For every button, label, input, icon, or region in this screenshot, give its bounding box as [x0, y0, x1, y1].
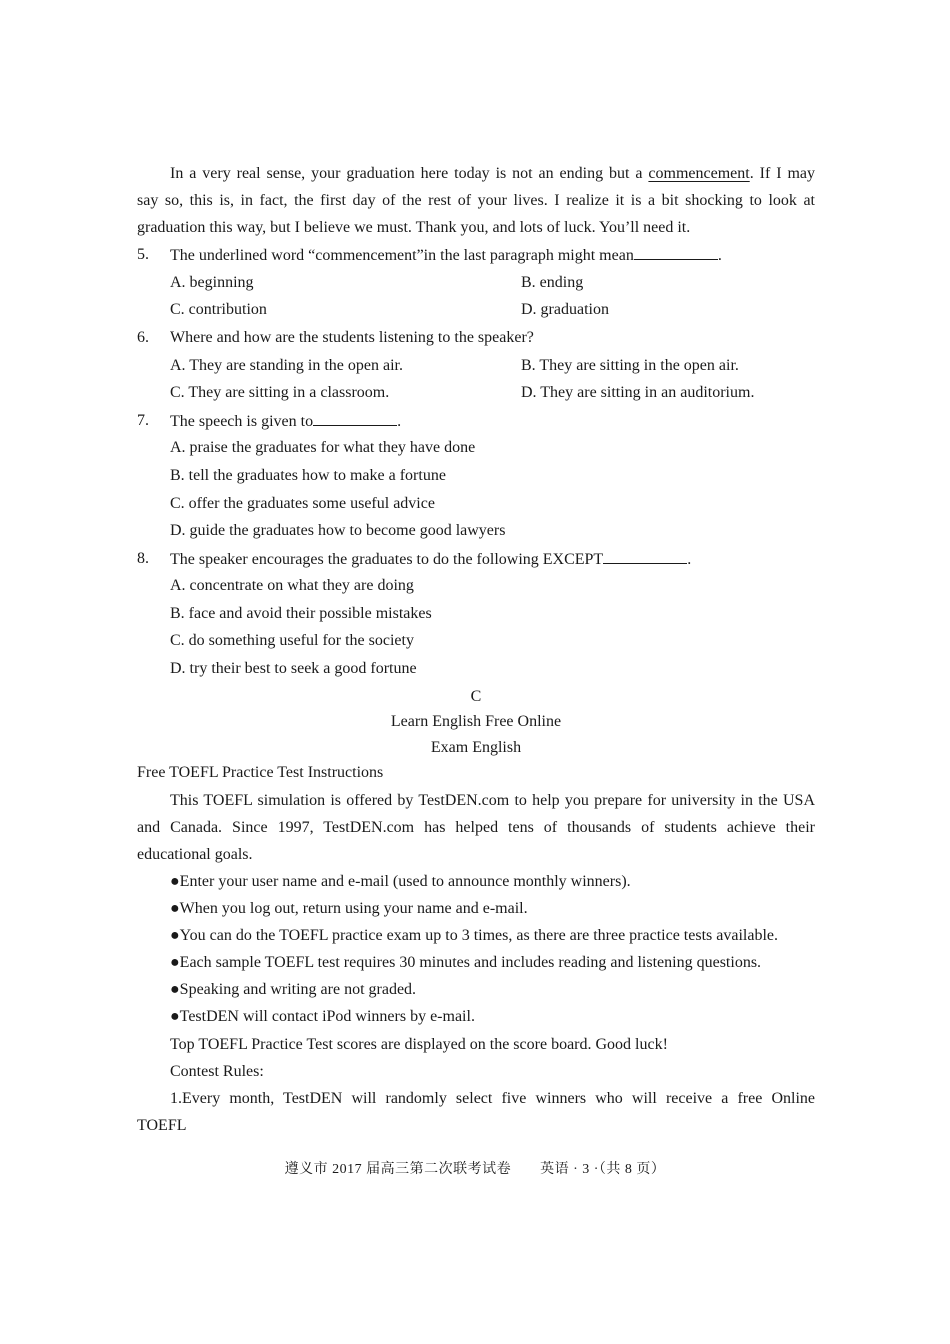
- option-b: B. face and avoid their possible mistakes: [170, 605, 432, 622]
- question-number: 7.: [137, 412, 149, 429]
- bullet-item: ●You can do the TOEFL practice exam up to 3 times, as there are three practice tests available.: [170, 927, 778, 944]
- option-c: C. do something useful for the society: [170, 632, 414, 649]
- bullet-dot-icon: ●: [170, 900, 180, 917]
- rule-1-line-2: TOEFL: [137, 1117, 187, 1134]
- passage-line-3: graduation this way, but I believe we must. Thank you, and lots of luck. You’ll need it.: [137, 219, 691, 236]
- option-b: B. They are sitting in the open air.: [521, 357, 739, 374]
- option-c: C. contribution: [170, 301, 267, 318]
- option-a: A. concentrate on what they are doing: [170, 577, 414, 594]
- answer-blank: [313, 411, 397, 426]
- question-stem: The speaker encourages the graduates to do the following EXCEPT .: [170, 551, 692, 568]
- answer-blank: [634, 245, 718, 260]
- section-letter: C: [470, 688, 482, 705]
- option-c: C. They are sitting in a classroom.: [170, 384, 390, 401]
- intro-line-2: and Canada. Since 1997, TestDEN.com has helped tens of thousands of students achieve their: [137, 819, 815, 836]
- bullet-item: ●Enter your user name and e-mail (used to announce monthly winners).: [170, 873, 631, 890]
- bullet-item: ●Speaking and writing are not graded.: [170, 981, 417, 998]
- bullet-item: ●TestDEN will contact iPod winners by e-mail.: [170, 1008, 475, 1025]
- option-a: A. beginning: [170, 274, 254, 291]
- instructions-heading: Free TOEFL Practice Test Instructions: [137, 764, 384, 781]
- question-number: 8.: [137, 550, 149, 567]
- answer-blank: [603, 549, 687, 564]
- passage-line-2: say so, this is, in fact, the first day of the rest of your lives. I realize it is a bit shocking to look at: [137, 192, 815, 209]
- option-c: C. offer the graduates some useful advice: [170, 495, 435, 512]
- bullet-dot-icon: ●: [170, 1008, 180, 1025]
- intro-line-1: This TOEFL simulation is offered by TestDEN.com to help you prepare for university in the USA: [170, 792, 815, 809]
- bullet-dot-icon: ●: [170, 927, 180, 944]
- section-subtitle: Exam English: [430, 739, 522, 756]
- passage-line-1: In a very real sense, your graduation here today is not an ending but a commencement. If I may: [170, 165, 816, 182]
- option-d: D. graduation: [521, 301, 609, 318]
- question-stem: The speech is given to .: [170, 413, 402, 430]
- rules-label: Contest Rules:: [170, 1063, 264, 1080]
- question-number: 6.: [137, 329, 149, 346]
- rule-1-line-1: 1.Every month, TestDEN will randomly select five winners who will receive a free Online: [170, 1090, 815, 1107]
- option-d: D. They are sitting in an auditorium.: [521, 384, 755, 401]
- option-b: B. tell the graduates how to make a fortune: [170, 467, 446, 484]
- section-title: Learn English Free Online: [390, 713, 562, 730]
- question-stem: The underlined word “commencement”in the last paragraph might mean .: [170, 247, 722, 264]
- underlined-word: commencement: [648, 165, 750, 182]
- bullet-dot-icon: ●: [170, 873, 180, 890]
- intro-line-3: educational goals.: [137, 846, 253, 863]
- question-number: 5.: [137, 246, 149, 263]
- bullet-item: ●Each sample TOEFL test requires 30 minutes and includes reading and listening questions.: [170, 954, 762, 971]
- question-stem: Where and how are the students listening to the speaker?: [170, 329, 534, 346]
- page-footer: 遵义市 2017 届高三第二次联考试卷 英语 · 3 ·（共 8 页）: [284, 1162, 666, 1177]
- option-a: A. praise the graduates for what they have done: [170, 439, 476, 456]
- bullet-dot-icon: ●: [170, 954, 180, 971]
- option-b: B. ending: [521, 274, 584, 291]
- closing-line: Top TOEFL Practice Test scores are displayed on the score board. Good luck!: [170, 1036, 668, 1053]
- option-d: D. guide the graduates how to become good lawyers: [170, 522, 506, 539]
- bullet-item: ●When you log out, return using your name and e-mail.: [170, 900, 528, 917]
- option-d: D. try their best to seek a good fortune: [170, 660, 417, 677]
- bullet-dot-icon: ●: [170, 981, 180, 998]
- option-a: A. They are standing in the open air.: [170, 357, 403, 374]
